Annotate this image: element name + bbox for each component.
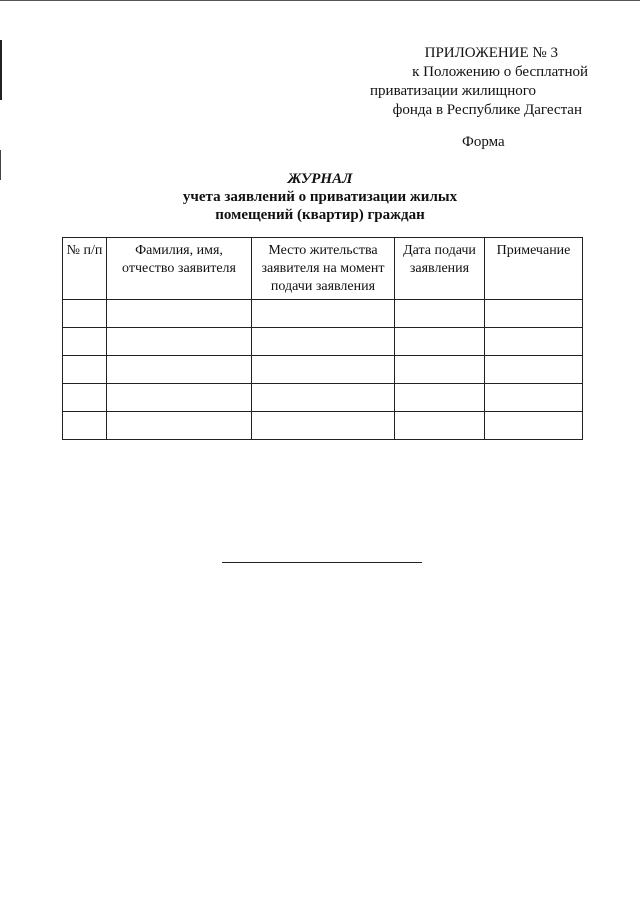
table-cell (485, 328, 583, 356)
column-header-residence: Место жительства заявителя на момент подачи заявления (252, 238, 395, 300)
table-cell (63, 356, 107, 384)
journal-title: ЖУРНАЛ (287, 171, 353, 187)
table-cell (485, 412, 583, 440)
journal-subtitle-line-2: помещений (квартир) граждан (215, 207, 425, 223)
table-cell (252, 328, 395, 356)
table-cell (107, 412, 252, 440)
appendix-line-3: фонда в Республике Дагестан (392, 102, 582, 118)
table-cell (395, 356, 485, 384)
appendix-line-1: к Положению о бесплатной (412, 64, 588, 80)
table-cell (107, 300, 252, 328)
form-label: Форма (462, 134, 505, 150)
table-cell (485, 384, 583, 412)
appendix-header (370, 44, 588, 120)
table-cell (252, 356, 395, 384)
table-cell (395, 384, 485, 412)
table-cell (252, 300, 395, 328)
column-header-name: Фамилия, имя, отчество заявителя (107, 238, 252, 300)
table-row (63, 356, 583, 384)
journal-title-block (0, 170, 640, 224)
table-cell (107, 384, 252, 412)
table-row (63, 328, 583, 356)
table-row (63, 300, 583, 328)
appendix-title: ПРИЛОЖЕНИЕ № 3 (424, 45, 558, 61)
table-cell (63, 300, 107, 328)
table-cell (252, 384, 395, 412)
column-header-date: Дата подачи заявления (395, 238, 485, 300)
closing-rule (222, 562, 422, 563)
column-header-number: № п/п (63, 238, 107, 300)
table-cell (107, 328, 252, 356)
table-cell (107, 356, 252, 384)
scan-left-edge (0, 40, 2, 100)
table-cell (63, 328, 107, 356)
table-header-row (63, 238, 583, 300)
table-cell (395, 412, 485, 440)
appendix-line-2: приватизации жилищного (370, 83, 536, 99)
table-row (63, 412, 583, 440)
table-cell (395, 300, 485, 328)
table-row (63, 384, 583, 412)
scan-top-edge (0, 0, 640, 1)
table-cell (485, 300, 583, 328)
journal-table (62, 237, 583, 440)
table-cell (252, 412, 395, 440)
table-cell (63, 412, 107, 440)
table-cell (485, 356, 583, 384)
column-header-note: Примечание (485, 238, 583, 300)
table-cell (63, 384, 107, 412)
table-cell (395, 328, 485, 356)
journal-subtitle-line-1: учета заявлений о приватизации жилых (182, 189, 458, 205)
